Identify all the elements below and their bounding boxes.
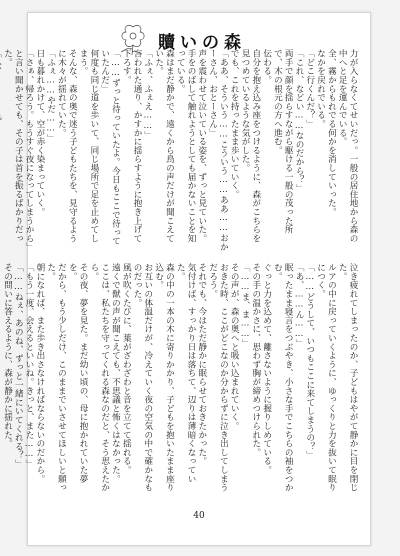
text-line: 手をのばして触れようとしても届かないことを知っている。 (175, 49, 197, 243)
text-line: 「ふぇ……やだ……」 (45, 49, 56, 143)
text-line: そんな、森の奥で迷う子どもたちを、見守るように木々が揺れていた。 (56, 49, 78, 243)
chapter-title: 贖いの森 (158, 33, 246, 53)
text-line: 両手で顔を揺らすながら駆ける一般の茂った所で、木の根元の方へ進む。 (272, 49, 294, 234)
text-line: 「これ、などい……なのだから？」 (294, 49, 305, 193)
text-line: 「もう一度、会えるといいね。きっと、また……」 (24, 263, 35, 469)
text-line: と言い聞かせても、その子は首を振るばかりだった。 (2, 49, 24, 243)
text-line: 伝わる。 (261, 49, 272, 85)
text-line: 風が吹くたびに、葉がざわざわと音を立てて揺れる。 (121, 263, 132, 475)
text-line: 言われた通り、かすかに揺らすように抱き上げて下ろす。 (121, 49, 143, 243)
text-line (0, 49, 2, 251)
text-line: 「ああ、そういう……こういう……ああ……おかーさん、おとーさん」 (207, 49, 229, 251)
book-page (2, 12, 371, 546)
text-line: その問いに答えるように、森が静かに揺れた。 (2, 263, 13, 448)
text-line: 力が入らなくてせいだっ。一般の居住地から森の中へと足を運んでいる。 (337, 49, 358, 243)
text-line: なかを戻れでいる。 (315, 49, 326, 129)
text-line: 泣き疲れてしまったのか、子どもはやがて静かに目を閉じた。 (337, 263, 358, 492)
text-line: 遠くで獣の声が聞こえても、不思議と怖くはなかった。 (110, 263, 121, 483)
text-line: 朝になれば、また歩き出さなければならないのだから。 (34, 263, 45, 483)
text-line: 日も暮れかけて、空が赤く染まっていく。 (34, 49, 45, 217)
text-line: 「ふぇ、ふぇえ……」 (142, 49, 153, 140)
upper-text-block (2, 49, 358, 252)
text-line: ぐっと力を込めて、離さないように握りしめている。 (261, 263, 272, 475)
text-line: おきた時、ここがどこなのか分からずに泣き出してしまうだろう。 (207, 263, 229, 492)
text-line: だから、もう少しだけ、このままでいさせてほしいと願った。 (45, 263, 67, 492)
text-line: でも、これを持ったまま歩いていく。 (229, 49, 240, 199)
text-line: 「……ずっと待っていたよ。今日もここで待っていたんだ」 (99, 49, 121, 246)
text-line: その手の温かさに、思わず胸が締めつけられた。 (250, 263, 261, 457)
text-line: ここは、私たちを守ってくれる森なのだと、そう思えたから。 (88, 263, 110, 492)
text-line: 「……ねぇ、あのね、ずっと一緒にいてくれる？」 (13, 263, 24, 469)
text-line: 眠ったまま寝言をつぶやき、小さな手でこちらの袖をつかむ。 (272, 263, 294, 492)
text-line: 「あ、……ん……」 (294, 263, 305, 348)
text-line: 「……ま、ま……」 (240, 263, 251, 348)
text-line: 「……どうして、いつもここに来てしまうの？」 (304, 263, 315, 460)
text-line: 声を震わせて泣いている姿を、ずっと見ていた。 (196, 49, 207, 243)
text-line: 気付けば、すっかり日は落ちて、辺りは薄暗くなっていた。 (175, 263, 197, 483)
lower-text-block (2, 263, 358, 495)
text-line: 「さぁ、帰ろう。もうすぐ夜になってしまうから」 (24, 49, 35, 252)
text-line: 森の中の一本の木に寄りかかり、子どもを抱いたまま座り込む。 (153, 263, 175, 492)
text-line: ルアの中に戻っていくように、ゆっくりと力を抜いて眠りにつく。 (315, 263, 337, 492)
text-line: 自分を抱え込み座をつけるように、森がこちらを見つめているような気がした。 (240, 49, 261, 243)
text-line: その声が、森の奥へと吸い込まれていく。 (229, 263, 240, 431)
text-line: 「どこ行くんだ？」 (304, 49, 315, 129)
text-line: 全、霧からもれでる何かを消していった。 (326, 49, 337, 217)
text-line: お互いの体温だけが、冷えていく夜の空気の中で確かなものだった。 (132, 263, 153, 492)
text-line: 森はまだ静かで、遠くから鳥の声だけが聞こえていた。 (153, 49, 175, 243)
text-line: その夜、夢を見た。まだ幼い頃の、母に抱かれていた夢を。 (67, 263, 89, 483)
text-line: 何度も同じ道を歩いて、同じ場所で足を止めてしまう。 (78, 49, 99, 243)
text-line: それでも、今はただ静かに眠らせておきたかった。 (196, 263, 207, 466)
page-number: 40 (193, 511, 205, 521)
